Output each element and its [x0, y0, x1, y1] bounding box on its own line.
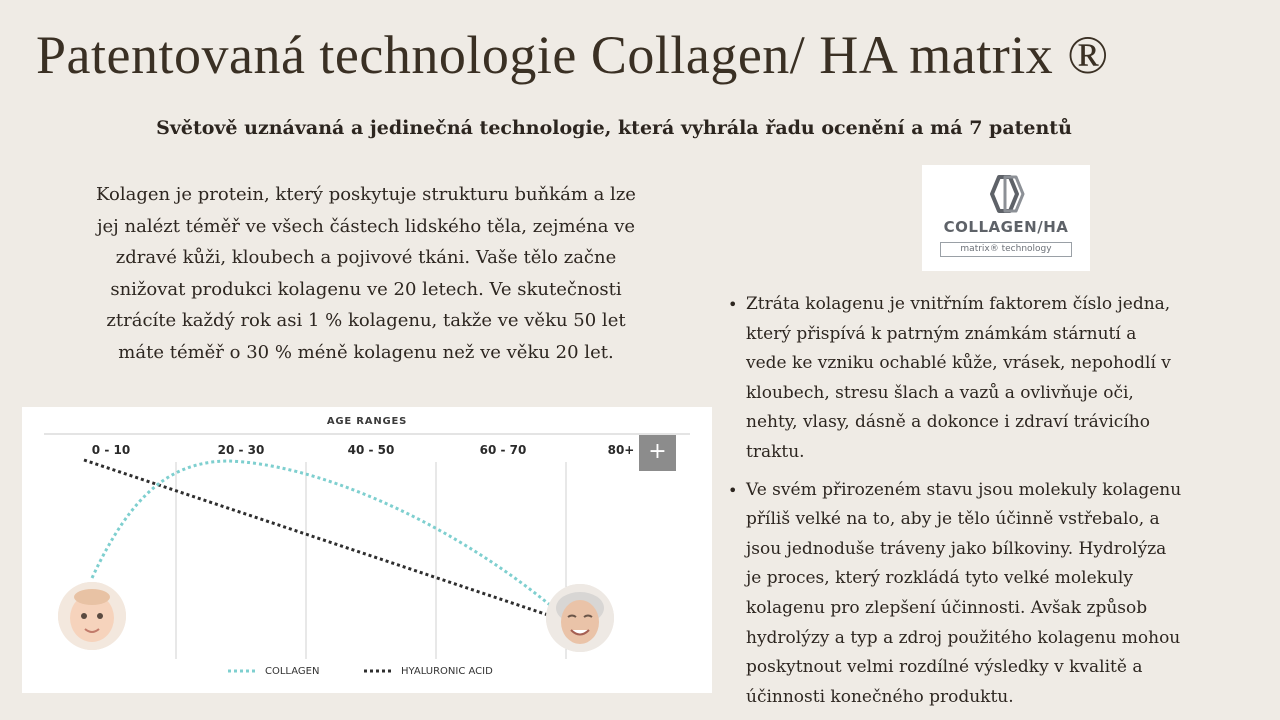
- bullet-line: který přispívá k patrným známkám stárnutí a: [746, 323, 1137, 344]
- range-label: 40 - 50: [347, 443, 395, 457]
- legend-label-hyaluronic-acid: HYALURONIC ACID: [401, 666, 493, 677]
- bullet-line: traktu.: [746, 441, 805, 462]
- bullet-line: poskytnout velmi rozdílné výsledky v kvalitě a: [746, 657, 1143, 678]
- page-subtitle: Světově uznávaná a jedinečná technologie, která vyhrála řadu ocenění a má 7 patentů: [156, 117, 1072, 139]
- baby-face-icon: [58, 582, 126, 650]
- bullet-line: kolagenu pro zlepšení účinnosti. Avšak způsob: [746, 597, 1148, 618]
- logo-tagline: matrix® technology: [940, 242, 1072, 257]
- series-line-hyaluronic-acid: [84, 460, 554, 617]
- bullet-line: Ve svém přirozeném stavu jsou molekuly kolagenu: [746, 479, 1182, 500]
- age-range-chart: [22, 407, 712, 693]
- intro-line: Kolagen je protein, který poskytuje strukturu buňkám a lze: [96, 184, 636, 205]
- intro-line: jej nalézt téměř ve všech částech lidského těla, zejména ve: [96, 215, 636, 237]
- intro-line: ztrácíte každý rok asi 1 % kolagenu, takže ve věku 50 let: [106, 310, 626, 331]
- bullet-dot-icon: •: [728, 480, 738, 500]
- intro-line: zdravé kůži, kloubech a pojivové tkáni. Vaše tělo začne: [115, 247, 617, 268]
- bullet-line: hydrolýzy a typ a zdroj použitého kolagenu mohou: [746, 627, 1181, 648]
- collagen-ha-logo: [922, 165, 1090, 271]
- intro-paragraph: [26, 179, 706, 368]
- range-label: 20 - 30: [217, 443, 265, 457]
- bullet-line: vede ke vzniku ochablé kůže, vrásek, nepohodlí v: [746, 353, 1171, 374]
- chart-heading: AGE RANGES: [326, 416, 408, 427]
- range-label: 60 - 70: [479, 443, 527, 457]
- legend-label-collagen: COLLAGEN: [265, 666, 320, 677]
- bullet-line: kloubech, stresu šlach a vazů a ovlivňuje oči,: [746, 382, 1134, 403]
- bullet-item: [722, 290, 1270, 468]
- page-title: Patentovaná technologie Collagen/ HA matrix ®: [36, 25, 1109, 85]
- range-label: 0 - 10: [91, 443, 131, 457]
- bullet-line: příliš velké na to, aby je tělo účinně vstřebalo, a: [746, 509, 1160, 530]
- bullet-dot-icon: •: [728, 295, 738, 314]
- range-label: 80+: [607, 443, 635, 457]
- logo-mark-icon: [986, 175, 1026, 213]
- bullet-item: [722, 476, 1270, 713]
- bullet-list: [722, 290, 1270, 720]
- bullet-line: jsou jednoduše tráveny jako bílkoviny. Hydrolýza: [746, 538, 1167, 559]
- bullet-line: je proces, který rozkládá tyto velké molekuly: [746, 568, 1133, 589]
- expand-button[interactable]: +: [639, 435, 676, 471]
- bullet-line: Ztráta kolagenu je vnitřním faktorem číslo jedna,: [746, 294, 1171, 314]
- bullet-line: nehty, vlasy, dásně a dokonce i zdraví trávicího: [746, 412, 1150, 433]
- intro-line: máte téměř o 30 % méně kolagenu než ve věku 20 let.: [118, 341, 614, 363]
- elderly-face-icon: [546, 584, 614, 652]
- logo-name: COLLAGEN/HA: [943, 218, 1069, 236]
- intro-line: snižovat produkci kolagenu ve 20 letech. Ve skutečnosti: [110, 278, 622, 300]
- bullet-line: účinnosti konečného produktu.: [746, 686, 1014, 707]
- series-line-collagen: [92, 461, 550, 605]
